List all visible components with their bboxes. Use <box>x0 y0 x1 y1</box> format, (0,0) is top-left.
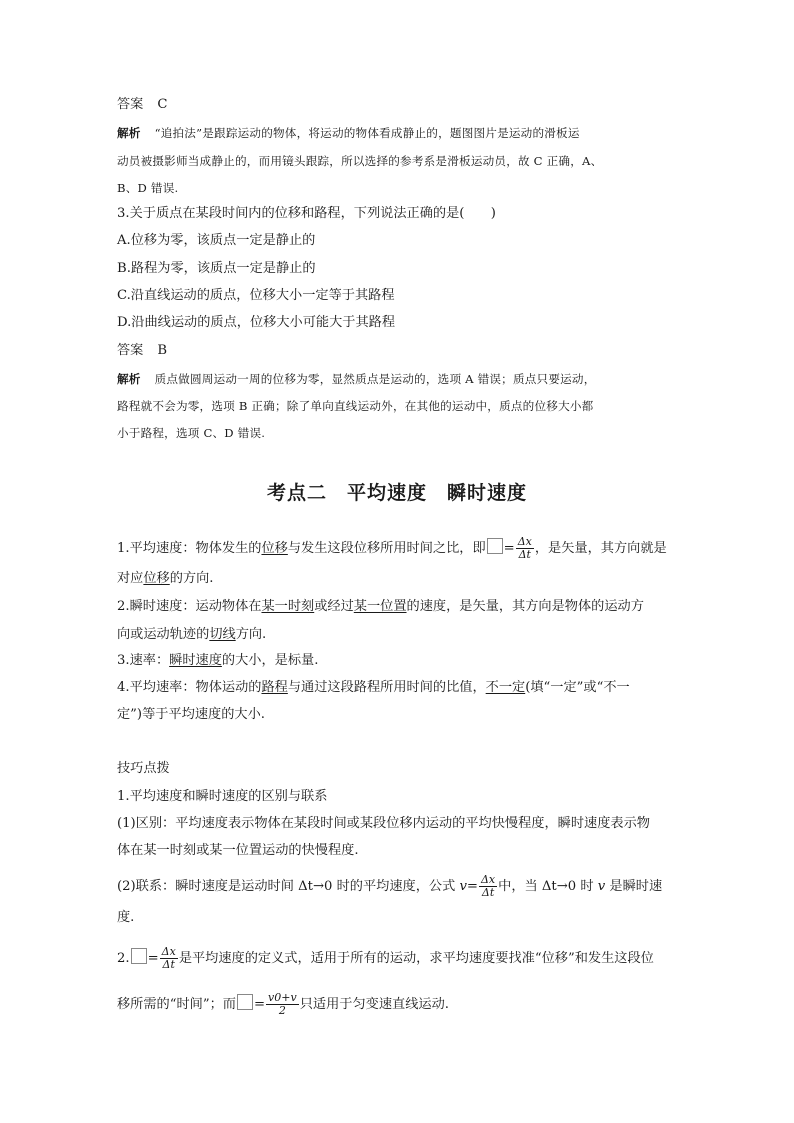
underlined-term: 不一定 <box>485 680 526 695</box>
underlined-term: 路程 <box>261 680 288 695</box>
point-4-line1: 4.平均速率：物体运动的路程与通过这段路程所用时间的比值，不一定(填“一定”或“不一 <box>117 680 630 695</box>
missing-symbol-box <box>131 948 147 964</box>
tip-1b-line1: (2)联系：瞬时速度是运动时间 Δt→0 时的平均速度，公式 v= $\frac{\Delta x}{\Delta t}$ 中，当 Δt→0 时 v 是瞬时速 <box>117 873 663 899</box>
q3-answer <box>117 342 167 360</box>
tips-heading: 技巧点拨 <box>117 761 170 776</box>
tip-2-line2: 移所需的“时间”；而 = $\frac{v0+v}{2}$ 只适用于匀变速直线运动. <box>117 991 449 1017</box>
answer-label: 答案 <box>117 97 144 112</box>
point-4-line2: 定”)等于平均速度的大小. <box>117 707 265 722</box>
analysis-label: 解析 <box>117 372 141 386</box>
q3-analysis-line2: 路程就不会为零，选项 B 正确；除了单向直线运动外，在其他的运动中，质点的位移大小都 <box>117 399 594 413</box>
q3-option-c: C.沿直线运动的质点，位移大小一定等于其路程 <box>117 288 395 303</box>
tip-1a-line2: 体在某一时刻或某一位置运动的快慢程度. <box>117 843 359 858</box>
point-3: 3.速率：瞬时速度的大小，是标量. <box>117 653 319 668</box>
q2-analysis-line3: B、D 错误. <box>117 181 179 195</box>
fraction: $\frac{v0+v}{2}$ <box>268 991 297 1017</box>
point-2-line2: 向或运动轨迹的切线方向. <box>117 627 267 642</box>
fraction: $\frac{\Delta x}{\Delta t}$ <box>517 535 532 561</box>
underlined-term: 位移 <box>261 541 288 556</box>
q3-option-b: B.路程为零，该质点一定是静止的 <box>117 261 316 276</box>
point-1-line2: 对应位移的方向. <box>117 571 214 586</box>
q3-option-d: D.沿曲线运动的质点，位移大小可能大于其路程 <box>117 315 396 330</box>
tip-1-title: 1.平均速度和瞬时速度的区别与联系 <box>117 789 328 804</box>
missing-symbol-box <box>237 994 253 1010</box>
q3-analysis-line1: 解析 质点做圆周运动一周的位移为零，显然质点是运动的，选项 A 错误；质点只要运动， <box>117 372 596 386</box>
underlined-term: 某一时刻 <box>261 599 315 614</box>
tip-1a-line1: (1)区别：平均速度表示物体在某段时间或某段位移内运动的平均快慢程度，瞬时速度表示物 <box>117 816 650 831</box>
point-1-line1: 1.平均速度：物体发生的位移与发生这段位移所用时间之比，即 = $\frac{\Delta x}{\Delta t}$ ，是矢量，其方向就是 <box>117 535 667 561</box>
q3-analysis-line3: 小于路程，选项 C、D 错误. <box>117 426 266 440</box>
tip-2-line1: 2. = $\frac{\Delta x}{\Delta t}$ 是平均速度的定义式，适用于所有的运动，求平均速度要找准“位移”和发生这段位 <box>117 945 654 971</box>
analysis-label: 解析 <box>117 126 141 140</box>
answer-value: B <box>157 343 168 358</box>
underlined-term: 位移 <box>143 571 170 586</box>
underlined-term: 某一位置 <box>353 599 407 614</box>
section-title: 考点二 平均速度 瞬时速度 <box>266 482 527 504</box>
underlined-term: 切线 <box>209 627 236 642</box>
q2-answer <box>117 96 167 114</box>
answer-value: C <box>157 97 168 112</box>
fraction: $\frac{\Delta x}{\Delta t}$ <box>161 945 176 971</box>
q2-analysis-line1: 解析 “追拍法”是跟踪运动的物体，将运动的物体看成静止的，题图图片是运动的滑板运 <box>117 126 580 140</box>
answer-label: 答案 <box>117 343 144 358</box>
q3-option-a: A.位移为零，该质点一定是静止的 <box>117 233 316 248</box>
q2-analysis-line2: 动员被摄影师当成静止的，而用镜头跟踪，所以选择的参考系是滑板运动员，故 C 正确，A、 <box>117 154 603 168</box>
q3-stem: 3.关于质点在某段时间内的位移和路程，下列说法正确的是( ) <box>117 206 496 221</box>
tip-1b-line2: 度. <box>117 910 135 925</box>
missing-symbol-box <box>487 538 503 554</box>
underlined-term: 瞬时速度 <box>169 653 222 668</box>
point-2-line1: 2.瞬时速度：运动物体在某一时刻或经过某一位置的速度，是矢量，其方向是物体的运动方 <box>117 599 644 614</box>
fraction: $\frac{\Delta x}{\Delta t}$ <box>480 873 496 899</box>
